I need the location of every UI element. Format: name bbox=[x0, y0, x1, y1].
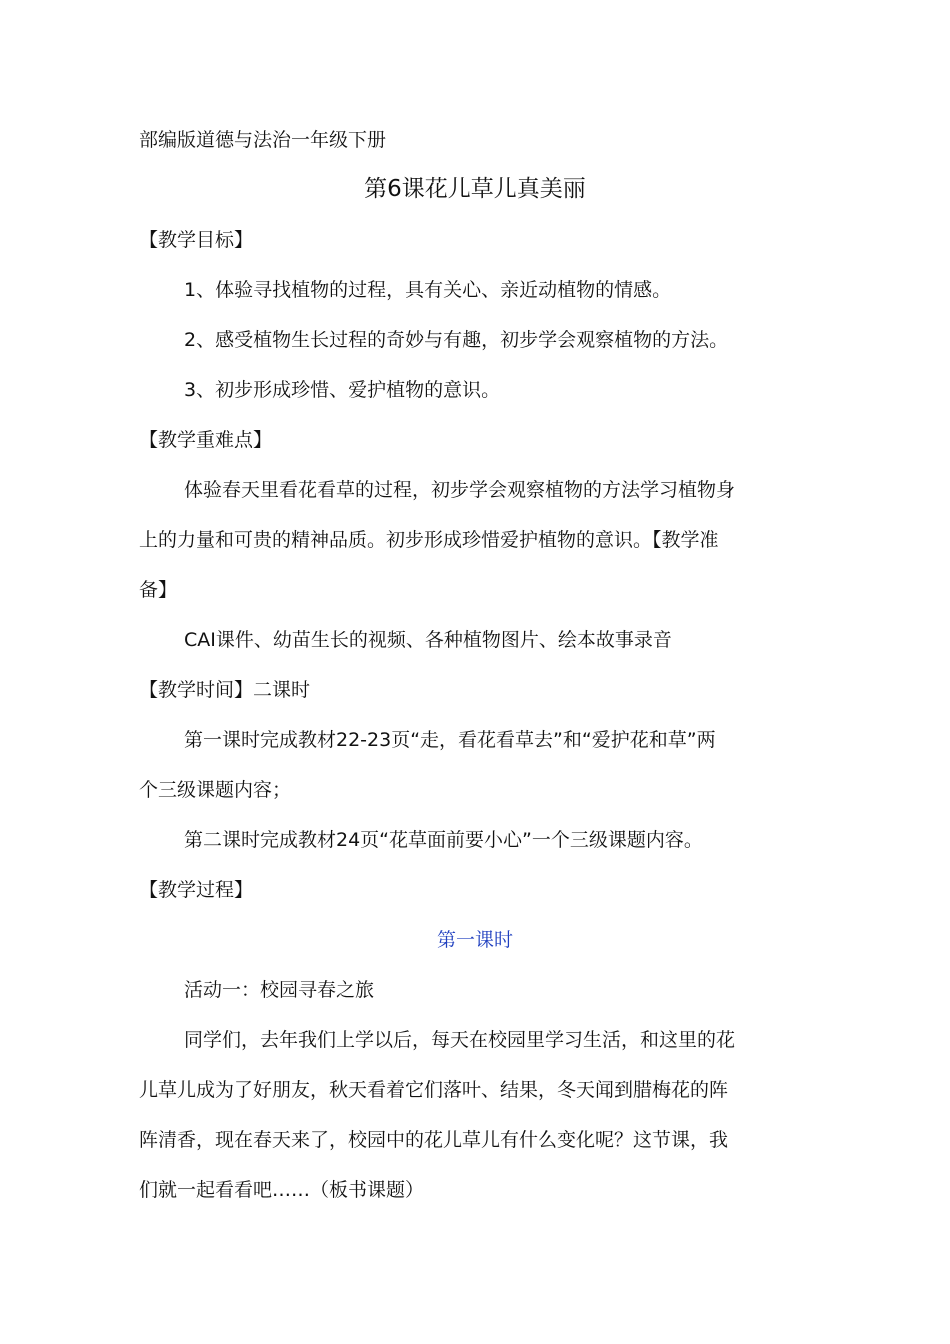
activity1-paragraph-line: 阵清香，现在春天来了，校园中的花儿草儿有什么变化呢？这节课，我 bbox=[139, 1129, 729, 1151]
objective-item: 1、体验寻找植物的过程，具有关心、亲近动植物的情感。 bbox=[184, 279, 672, 301]
activity1-paragraph-line: 儿草儿成为了好朋友，秋天看着它们落叶、结果，冬天闻到腊梅花的阵 bbox=[139, 1079, 729, 1101]
activity1-paragraph-line: 同学们，去年我们上学以后，每天在校园里学习生活，和这里的花 bbox=[184, 1029, 736, 1051]
key-points-paragraph-line: 上的力量和可贵的精神品质。初步形成珍惜爱护植物的意识。【教学准 bbox=[139, 529, 719, 551]
objectives-heading: 【教学目标】 bbox=[139, 229, 254, 251]
lesson1-plan-line: 个三级课题内容； bbox=[139, 779, 292, 801]
activity1-paragraph-line: 们就一起看看吧……（板书课题） bbox=[139, 1179, 425, 1201]
preparation-text: CAI课件、幼苗生长的视频、各种植物图片、绘本故事录音 bbox=[184, 629, 672, 651]
objective-item: 3、初步形成珍惜、爱护植物的意识。 bbox=[184, 379, 501, 401]
objective-item: 2、感受植物生长过程的奇妙与有趣，初步学会观察植物的方法。 bbox=[184, 329, 729, 351]
key-points-heading: 【教学重难点】 bbox=[139, 429, 273, 451]
lesson1-plan-line: 第一课时完成教材22-23页“走，看花看草去”和“爱护花和草”两 bbox=[184, 729, 716, 751]
teaching-time-line: 【教学时间】二课时 bbox=[139, 679, 311, 701]
lesson-title: 第6课花儿草儿真美丽 bbox=[364, 176, 586, 202]
first-period-heading: 第一课时 bbox=[436, 929, 513, 951]
activity1-title: 活动一：校园寻春之旅 bbox=[184, 979, 375, 1001]
lesson2-plan-line: 第二课时完成教材24页“花草面前要小心”一个三级课题内容。 bbox=[184, 829, 703, 851]
key-points-paragraph-line: 体验春天里看花看草的过程，初步学会观察植物的方法学习植物身 bbox=[184, 479, 736, 501]
book-subtitle: 部编版道德与法治一年级下册 bbox=[139, 129, 387, 151]
process-heading: 【教学过程】 bbox=[139, 879, 254, 901]
key-points-paragraph-line: 备】 bbox=[139, 579, 178, 601]
